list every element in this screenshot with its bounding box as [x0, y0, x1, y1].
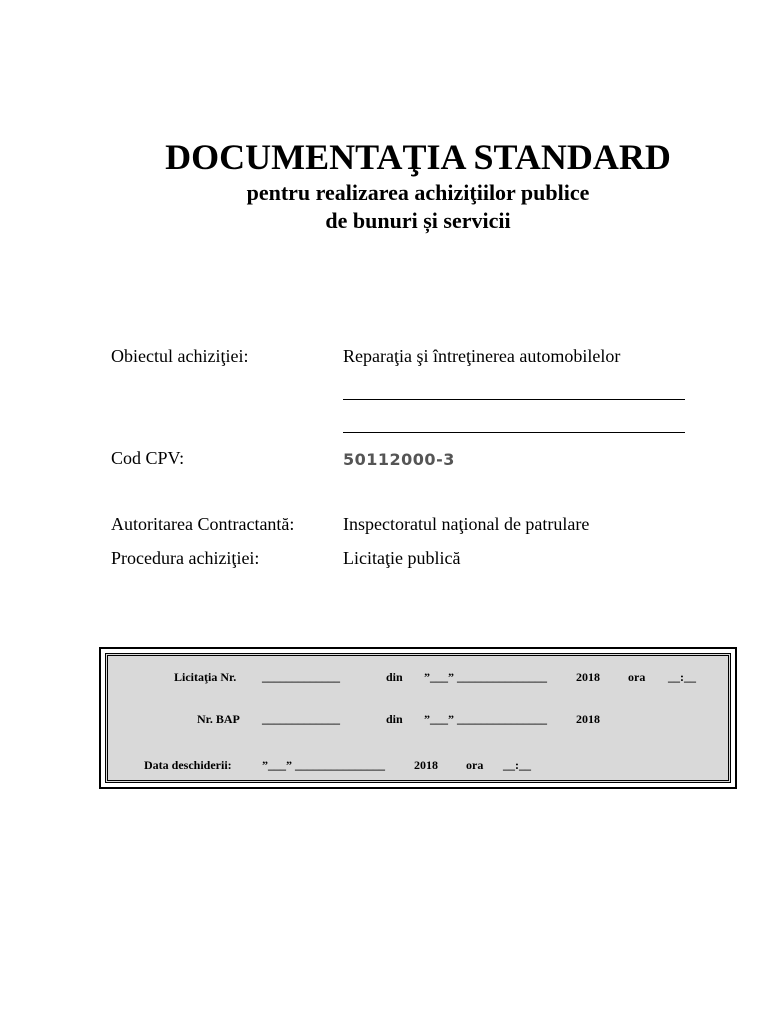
document-title: DOCUMENTAŢIA STANDARD: [165, 137, 671, 177]
licitatie-date-blank: ”___” _______________: [424, 670, 547, 684]
bap-year: 2018: [576, 712, 600, 726]
deschidere-ora-label: ora: [466, 758, 484, 772]
data-deschiderii-label: Data deschiderii:: [144, 758, 232, 772]
autoritate-value: Inspectoratul naţional de patrulare: [343, 514, 590, 534]
document-subtitle-line2: de bunuri și servicii: [325, 208, 511, 233]
licitatie-ora-label: ora: [628, 670, 646, 684]
obiect-label: Obiectul achiziţiei:: [111, 346, 249, 366]
licitatie-din-label: din: [386, 670, 403, 684]
tender-info-box-inner: [105, 653, 731, 783]
document-subtitle-line1: pentru realizarea achiziţiilor publice: [246, 180, 590, 205]
licitatie-nr-label: Licitaţia Nr.: [174, 670, 237, 684]
licitatie-nr-blank: _____________: [262, 670, 340, 684]
deschidere-year: 2018: [414, 758, 438, 772]
deschidere-date-blank: ”___” _______________: [262, 758, 385, 772]
obiect-blank-line-1: [343, 399, 685, 400]
procedura-label: Procedura achiziţiei:: [111, 548, 260, 568]
obiect-value: Reparaţia şi întreţinerea automobilelor: [343, 346, 621, 366]
cpv-label: Cod CPV:: [111, 448, 185, 468]
cpv-code: 50112000-3: [343, 450, 455, 469]
procedura-value: Licitaţie publică: [343, 548, 461, 568]
bap-din-label: din: [386, 712, 403, 726]
bap-date-blank: ”___” _______________: [424, 712, 547, 726]
licitatie-time-blank: __:__: [668, 670, 696, 684]
licitatie-year: 2018: [576, 670, 600, 684]
bap-nr-label: Nr. BAP: [197, 712, 240, 726]
obiect-blank-line-2: [343, 432, 685, 433]
tender-info-box: [99, 647, 737, 789]
bap-nr-blank: _____________: [262, 712, 340, 726]
deschidere-time-blank: __:__: [503, 758, 531, 772]
autoritate-label: Autoritarea Contractantă:: [111, 514, 295, 534]
